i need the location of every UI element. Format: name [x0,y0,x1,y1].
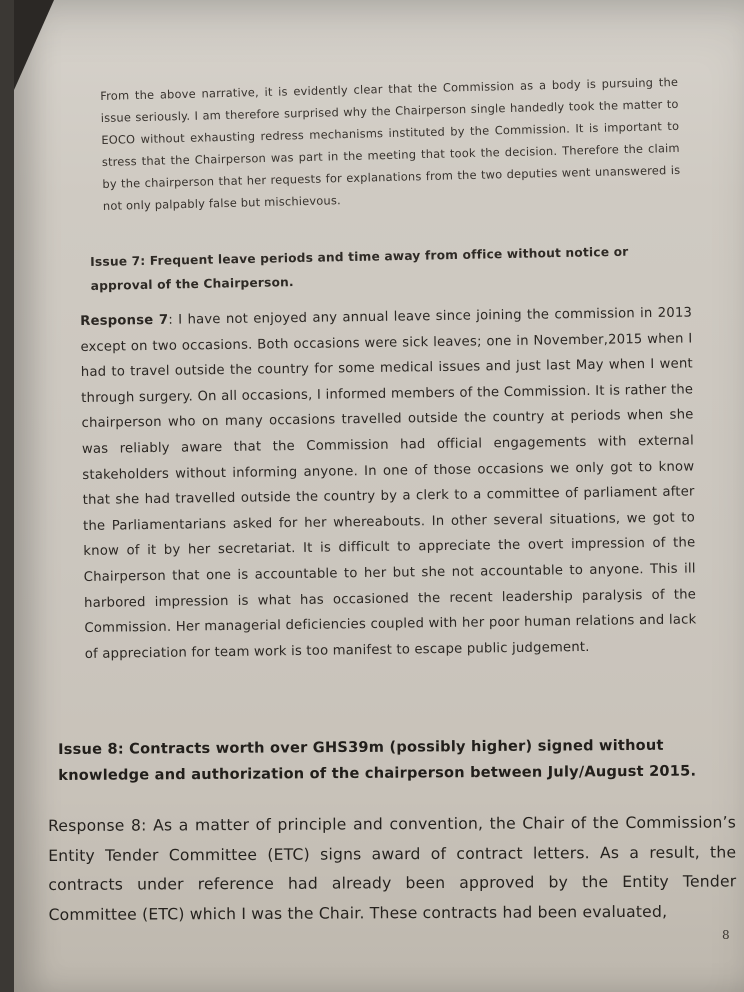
issue-7-heading: Issue 7: Frequent leave periods and time away from office without notice or approval of the Chairperson. [90,244,629,294]
response-7-label: Response 7 [80,312,169,330]
issue-8-heading: Issue 8: Contracts worth over GHS39m (possibly higher) signed without knowledge and authorization of the chairperson between July/August 2015. [58,736,697,784]
response-7-paragraph [80,301,697,668]
narrative-paragraph: From the above narrative, it is evidently clear that the Commission as a body is pursuing the issue seriously. I am therefore surprised why the Chairperson single handedly took the matter to EOCO without exhausting redress mechanisms instituted by the Commission. It is important to stress that the Chairperson was part in the meeting that took the decision. Therefore the claim by the chairperson that her requests for explanations from the two deputies went unanswered is not only palpably false but mischievous. [100,75,681,214]
document-page [14,0,744,992]
response-8-paragraph: Response 8: As a matter of principle and convention, the Chair of the Commission’s Entity Tender Committee (ETC) signs award of contract letters. As a result, the contracts under reference had already been approved by the Entity Tender Committee (ETC) which I was the Chair. These contracts had been evaluated, [48,812,737,924]
response-7-text: : I have not enjoyed any annual leave since joining the commission in 2013 except on two occasions. Both occasions were sick leaves; one in November,2015 when I had to travel outside the country for some medical issues and just last May when I went through surgery. On all occasions, I informed members of the Commission. It is rather the chairperson who on many occasions travelled outside the country at periods when she was reliably aware that the Commission had official engagements with external stakeholders without informing anyone. In one of those occasions we only got to know that she had travelled outside the country by a clerk to a committee of parliament after the Parliamentarians asked for her whereabouts. In other several situations, we got to know of it by her secretariat. It is difficult to appreciate the overt impression of the Chairperson that one is accountable to her but she not accountable to anyone. This ill harbored impression is what has occasioned the recent leadership paralysis of the Commission. Her managerial deficiencies coupled with her poor human relations and lack of appreciation for team work is too manifest to escape public judgement. [80,305,697,662]
page-number: 8 [722,928,730,942]
page-shadow [14,0,54,90]
